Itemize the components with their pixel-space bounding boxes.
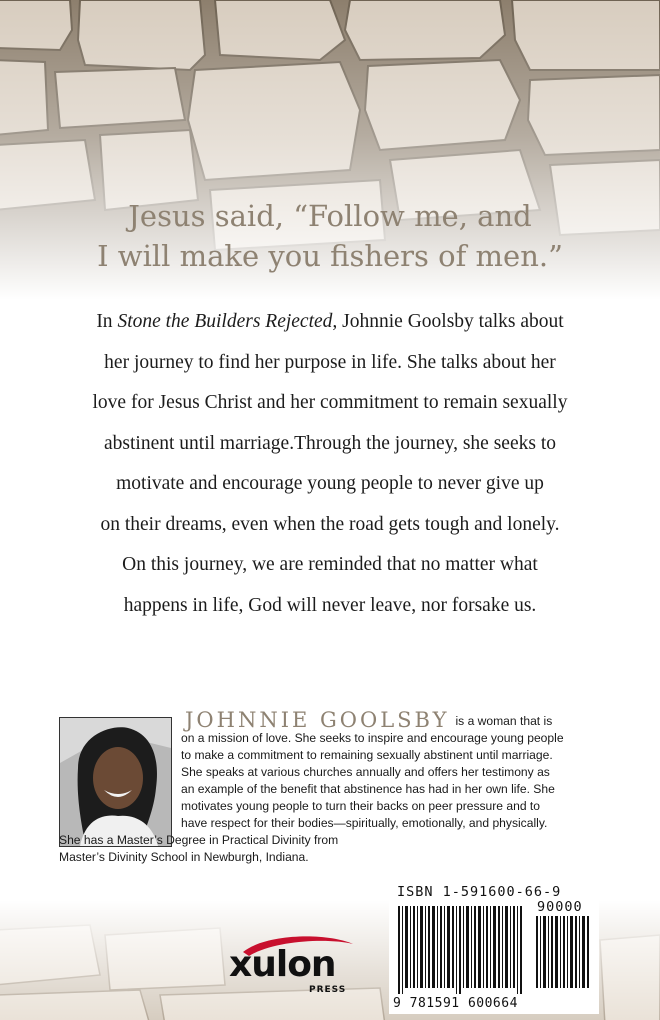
book-description	[40, 302, 620, 626]
bio-line-5: an example of the benefit that abstinence has had in her own life. She	[181, 782, 555, 796]
description-line-7: On this journey, we are reminded that no matter what	[122, 554, 538, 575]
ean-number: 9 781591 600664	[393, 996, 518, 1011]
quote-line-1: Jesus said, “Follow me, and	[128, 199, 532, 233]
bio-line-7: have respect for their bodies—spiritually, emotionally, and physically.	[181, 816, 548, 830]
bio-line-3: to make a commitment to remaining sexually abstinent until marriage.	[181, 748, 553, 762]
description-prefix: In	[96, 311, 118, 332]
xulon-press-logo	[225, 930, 365, 996]
bio-text-1: is a woman that is	[455, 714, 553, 728]
price-code: 90000	[537, 899, 583, 915]
description-line-3: love for Jesus Christ and her commitment to remain sexually	[92, 392, 568, 413]
svg-text:xulon: xulon	[229, 944, 336, 985]
bio-line-8: She has a Master’s Degree in Practical Divinity from	[59, 833, 339, 847]
author-bio	[59, 708, 604, 866]
bio-line-6: motivates young people to turn their backs on peer pressure and to	[181, 799, 540, 813]
description-suffix: Johnnie Goolsby talks about	[337, 311, 564, 332]
scripture-quote	[0, 196, 660, 276]
quote-line-2: I will make you fishers of men.”	[97, 239, 563, 273]
description-line-5: motivate and encourage young people to never give up	[116, 473, 544, 494]
description-line-4: abstinent until marriage.Through the journey, she seeks to	[104, 432, 556, 454]
bio-line-2: on a mission of love. She seeks to inspire and encourage young people	[181, 731, 564, 745]
bio-line-9: Master’s Divinity School in Newburgh, Indiana.	[59, 850, 309, 864]
description-line-6: on their dreams, even when the road gets tough and lonely.	[100, 513, 560, 535]
book-title: Stone the Builders Rejected,	[117, 311, 338, 332]
svg-text:PRESS: PRESS	[309, 985, 347, 995]
bio-line-4: She speaks at various churches annually and offers her testimony as	[181, 765, 550, 779]
description-line-8: happens in life, God will never leave, nor forsake us.	[123, 594, 537, 616]
bio-line-1	[59, 708, 604, 732]
description-line-1	[40, 302, 620, 343]
isbn-label: ISBN 1-591600-66-9	[397, 884, 562, 900]
author-name: JOHNNIE GOOLSBY	[185, 708, 450, 732]
description-line-2: her journey to find her purpose in life. She talks about her	[104, 351, 556, 373]
